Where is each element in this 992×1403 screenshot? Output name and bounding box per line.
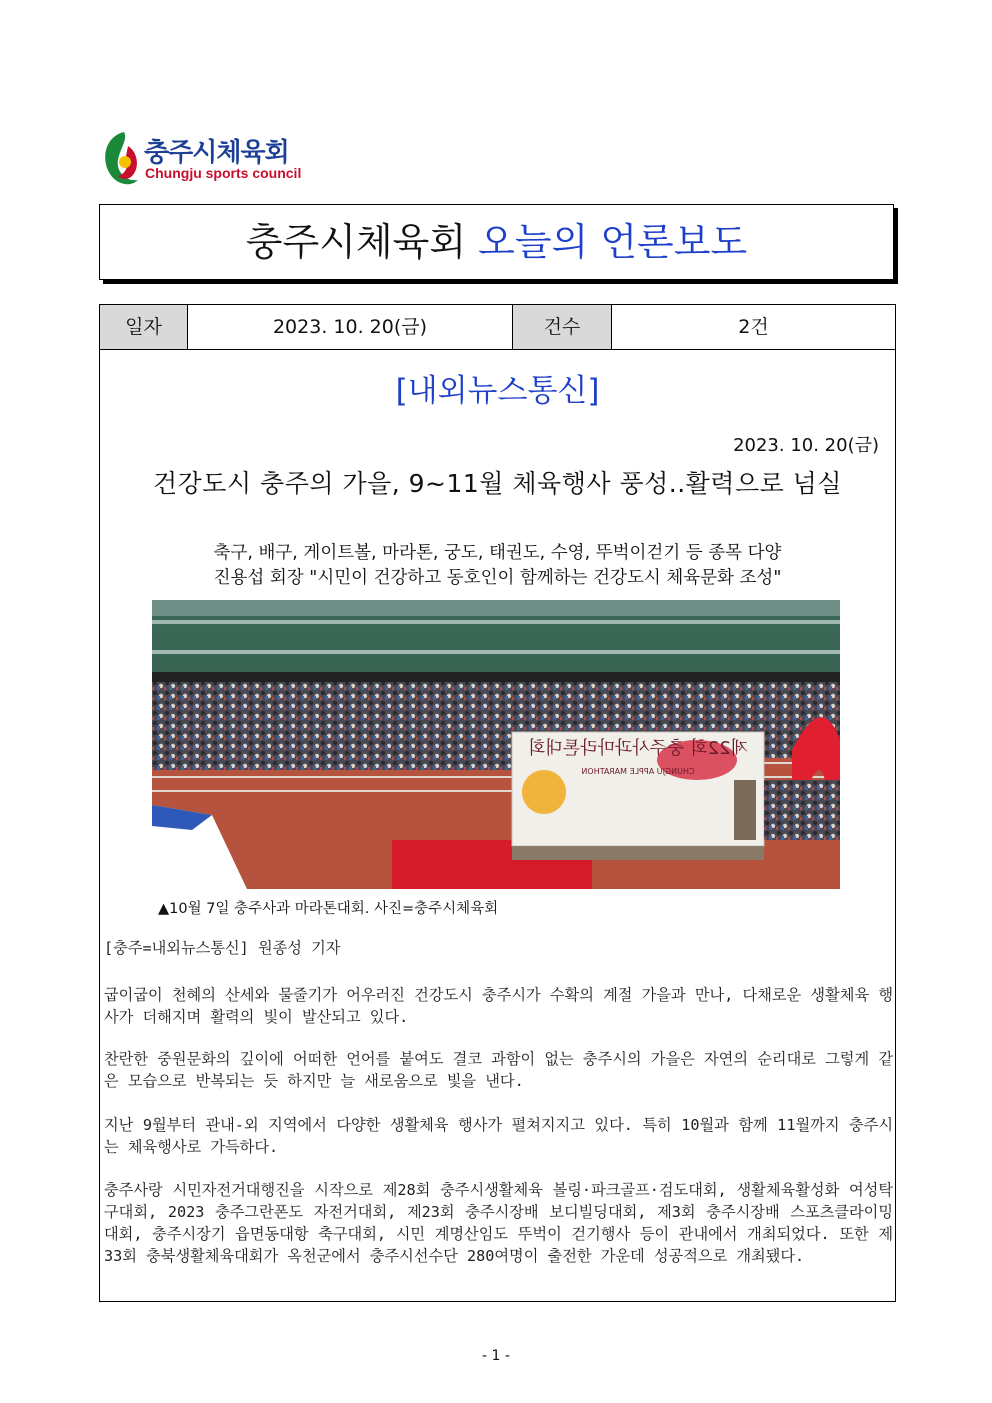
article-subhead-2: 진용섭 회장 "시민이 건강하고 동호인이 함께하는 건강도시 체육문화 조성" — [213, 568, 782, 588]
count-value: 2건 — [738, 316, 769, 338]
logo-korean-text: 충주시체육회 — [144, 138, 289, 168]
paragraph-2: 찬란한 중원문화의 깊이에 어떠한 언어를 붙여도 결코 과함이 없는 충주시의 가을은 자연의 순리대로 그렇게 같은 모습으로 반복되는 듯 하지만 늘 새로움으로 빛을 낸다. — [104, 1050, 893, 1090]
byline: [충주=내외뉴스통신] 원종성 기자 — [104, 939, 341, 957]
paragraph-4: 충주사랑 시민자전거대행진을 시작으로 제28회 충주시생활체육 볼링·파크골프·검도대회, 생활체육활성화 여성탁구대회, 2023 충주그란폰도 자전거대회, 제23회 충주시장배 보디빌딩대회, 제3회 충주시장배 스포츠클라이밍대회, 충주시장기 읍면동대항 축구대회, 시민 계명산임도 뚜벅이 걷기행사 등이 관내에서 개최되었다. 또한 제33회 충북생활체육대회가 옥천군에서 충주시선수단 280여명이 출전한 가운데 성공적으로 개최됐다. — [104, 1181, 893, 1265]
page-number: - 1 - — [482, 1348, 510, 1364]
page-title-banner — [99, 204, 894, 280]
paragraph-1: 굽이굽이 천혜의 산세와 물줄기가 어우러진 건강도시 충주시가 수확의 계절 가을과 만나, 다채로운 생활체육 행사가 더해지며 활력의 빛이 발산되고 있다. — [104, 986, 893, 1026]
paragraph-3: 지난 9월부터 관내-외 지역에서 다양한 생활체육 행사가 펼쳐지지고 있다. 특히 10월과 함께 11월까지 충주시는 체육행사로 가득하다. — [104, 1116, 893, 1156]
date-value: 2023. 10. 20(금) — [188, 305, 513, 349]
report-frame — [99, 304, 896, 1302]
meta-row — [100, 305, 895, 350]
photo-caption: ▲10월 7일 충주사과 마라톤대회. 사진=충주시체육회 — [158, 901, 499, 917]
marathon-photo — [152, 600, 840, 889]
photo-banner-sub: CHUNGJU APPLE MARATHON — [581, 767, 695, 776]
logo-emblem-icon — [98, 128, 144, 190]
article-headline: 건강도시 충주의 가을, 9~11월 체육행사 풍성..활력으로 넘실 — [153, 469, 842, 498]
section-title: [내외뉴스통신] — [395, 373, 600, 409]
photo-banner-text: 제22회 충주사과마라톤대회 — [528, 738, 748, 759]
banner-title-black: 충주시체육회 — [245, 220, 467, 264]
article-date: 2023. 10. 20(금) — [733, 435, 879, 456]
date-label: 일자 — [100, 305, 188, 349]
count-label: 건수 — [513, 305, 612, 349]
article-subhead-1: 축구, 배구, 게이트볼, 마라톤, 궁도, 태권도, 수영, 뚜벅이걷기 등 종목 다양 — [213, 543, 782, 563]
logo-english-text: Chungju sports council — [145, 165, 302, 181]
banner-title-blue: 오늘의 언론보도 — [478, 220, 748, 264]
logo — [98, 128, 318, 190]
